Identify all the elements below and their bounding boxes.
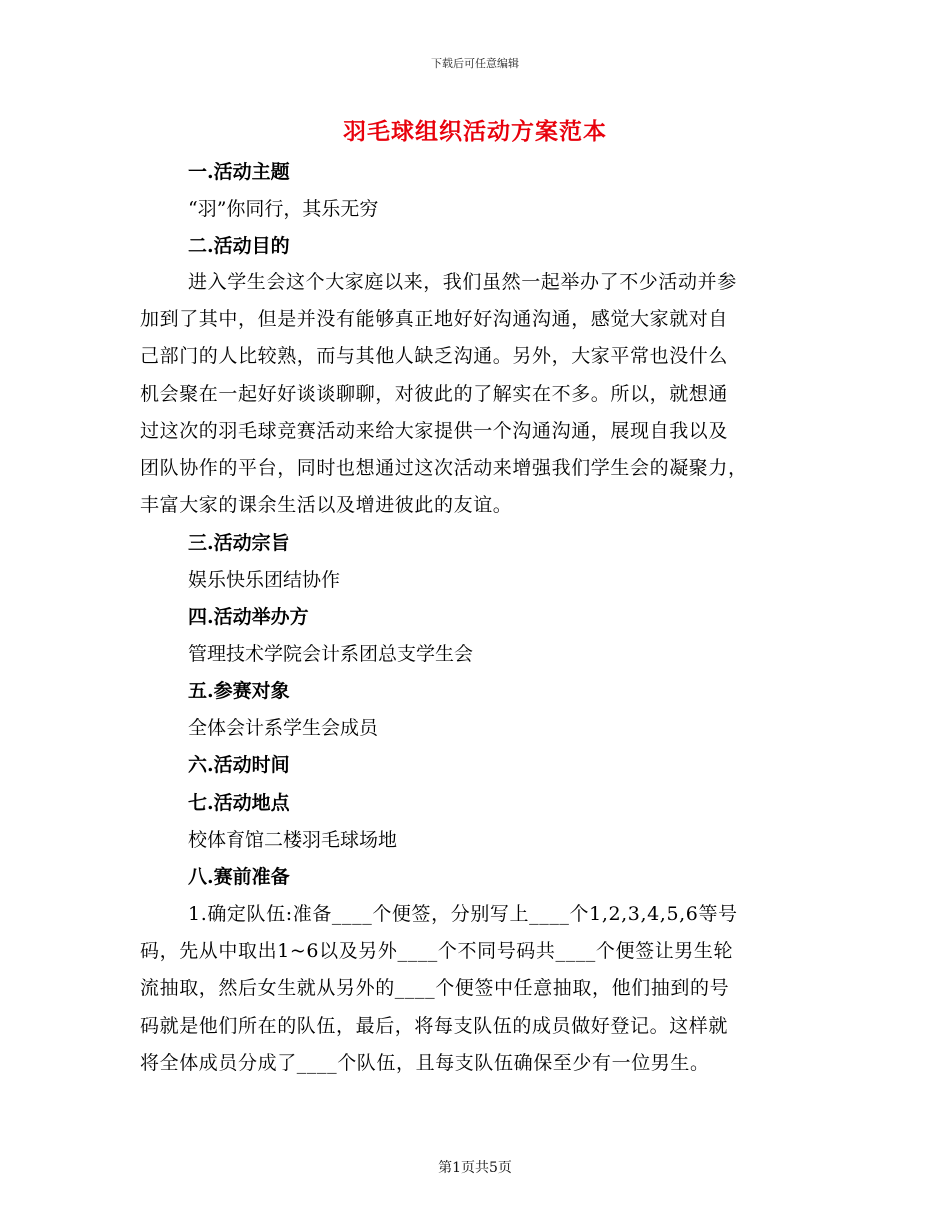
header-note: 下载后可任意编辑 — [431, 57, 519, 70]
paragraph-line: 丰富大家的课余生活以及增进彼此的友谊。 — [140, 494, 513, 516]
paragraph-line: 将全体成员分成了____个队伍，且每支队伍确保至少有一位男生。 — [140, 1052, 710, 1074]
section-heading: 二.活动目的 — [188, 235, 290, 257]
paragraph-line: 1.确定队伍:准备____个便签，分别写上____个1,2,3,4,5,6等号 — [188, 903, 738, 925]
section-heading: 四.活动举办方 — [188, 606, 309, 628]
paragraph-line: 过这次的羽毛球竞赛活动来给大家提供一个沟通沟通，展现自我以及 — [140, 420, 729, 442]
page-number: 第1页共5页 — [438, 1160, 512, 1176]
section-text: 管理技术学院会计系团总支学生会 — [188, 643, 474, 665]
section-heading: 八.赛前准备 — [188, 866, 290, 888]
paragraph-line: 码，先从中取出1~6以及另外____个不同号码共____个便签让男生轮 — [140, 940, 734, 962]
section-heading: 六.活动时间 — [188, 754, 290, 776]
paragraph-line: 进入学生会这个大家庭以来，我们虽然一起举办了不少活动并参 — [188, 271, 737, 293]
paragraph-line: 己部门的人比较熟，而与其他人缺乏沟通。另外，大家平常也没什么 — [140, 345, 729, 367]
paragraph-line: 流抽取，然后女生就从另外的____个便签中任意抽取，他们抽到的号 — [140, 977, 730, 999]
section-heading: 一.活动主题 — [188, 161, 290, 183]
paragraph-line: 加到了其中，但是并没有能够真正地好好沟通沟通，感觉大家就对自 — [140, 308, 729, 330]
paragraph-line: 团队协作的平台，同时也想通过这次活动来增强我们学生会的凝聚力， — [140, 457, 748, 479]
document-title: 羽毛球组织活动方案范本 — [343, 118, 607, 145]
section-text: 校体育馆二楼羽毛球场地 — [188, 829, 398, 851]
paragraph-line: 机会聚在一起好好谈谈聊聊，对彼此的了解实在不多。所以，就想通 — [140, 383, 729, 405]
section-text: 全体会计系学生会成员 — [188, 717, 379, 739]
section-text: “羽”你同行，其乐无穷 — [188, 198, 379, 220]
paragraph-line: 码就是他们所在的队伍，最后，将每支队伍的成员做好登记。这样就 — [140, 1015, 729, 1037]
section-heading: 五.参赛对象 — [188, 680, 290, 702]
section-text: 娱乐快乐团结协作 — [188, 569, 341, 591]
section-heading: 三.活动宗旨 — [188, 532, 290, 554]
section-heading: 七.活动地点 — [188, 792, 290, 814]
